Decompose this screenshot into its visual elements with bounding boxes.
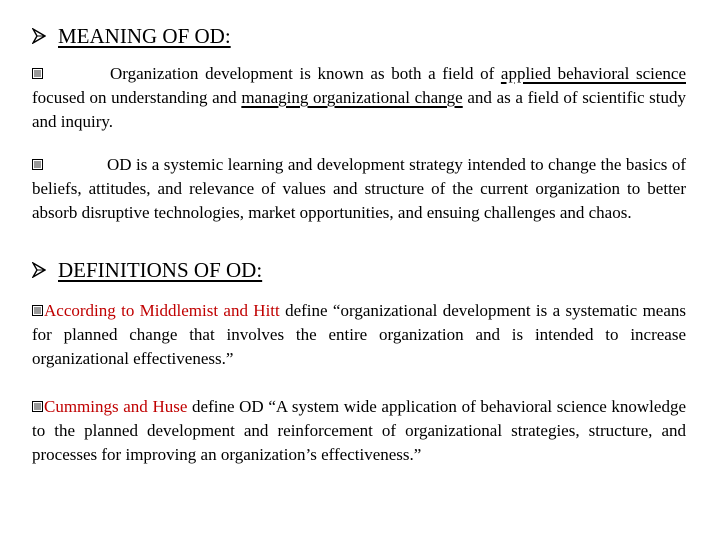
definition-source: Cummings and Huse	[44, 397, 188, 416]
square-bullet-icon	[32, 305, 43, 316]
meaning-paragraph-1	[32, 62, 686, 134]
managing-organizational-change-link[interactable]: managing organizational change	[241, 88, 463, 107]
meaning-paragraph-2	[32, 153, 686, 225]
arrow-bullet-icon	[32, 28, 46, 44]
square-bullet-icon	[32, 159, 43, 170]
heading-text: MEANING OF OD:	[58, 24, 231, 48]
paragraph-text: focused on understanding and	[32, 88, 242, 107]
definition-text: define OD “A system wide application of behavioral science knowledge to the planned development and reinforcement of organizational strategies, structure, and processes for improving an organization’s effectiveness.”	[32, 397, 686, 464]
applied-behavioral-science-link[interactable]: applied behavioral science	[500, 64, 686, 83]
paragraph-text: and as a field of scientific study and inquiry.	[32, 88, 686, 131]
square-bullet-icon	[32, 401, 43, 412]
definition-1	[32, 299, 686, 371]
arrow-bullet-icon	[32, 262, 46, 278]
section-heading-definitions	[32, 258, 262, 282]
paragraph-text: OD is a systemic learning and development strategy intended to change the basics of beliefs, attitudes, and relevance of values and structure of the current organization to better absorb disruptive technologies, market opportunities, and ensuing challenges and chaos.	[32, 155, 686, 222]
section-heading-meaning	[32, 24, 231, 48]
square-bullet-icon	[32, 68, 43, 79]
heading-text: DEFINITIONS OF OD:	[58, 258, 263, 282]
paragraph-text: Organization development is known as both a field of	[110, 64, 501, 83]
definition-text: define “organizational development is a systematic means for planned change that involves the entire organization and is intended to increase organizational effectiveness.”	[32, 301, 686, 368]
definition-2	[32, 395, 686, 467]
definition-source: According to Middlemist and Hitt	[44, 301, 280, 320]
